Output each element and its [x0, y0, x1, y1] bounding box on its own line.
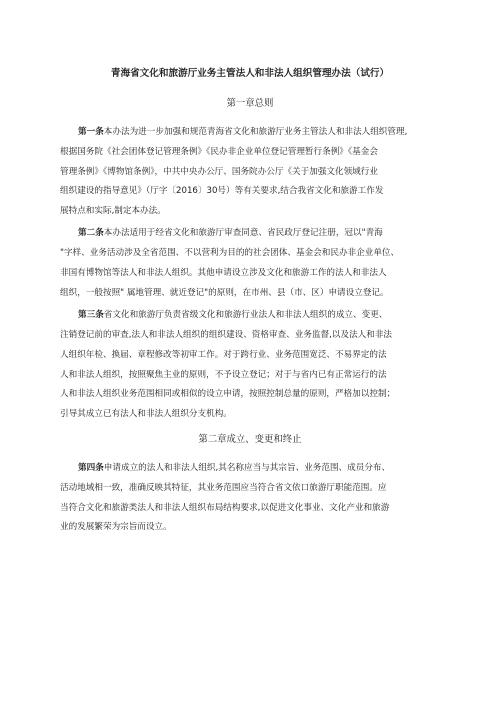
chapter-heading-2: 第二章成立、变更和终止: [198, 433, 302, 445]
article-text: 本办法适用于经省文化和旅游厅审查同意、省民政厅登记注册，冠以"青海: [103, 228, 383, 239]
article-1-line-5: 展特点和实际,制定本办法。: [60, 206, 166, 217]
article-2: [60, 224, 440, 303]
article-3: [60, 306, 440, 425]
article-label: 第四条: [78, 462, 104, 473]
article-text: 省文化和旅游厅负责省级文化和旅游行业法人和非法人组织的成立、变更、: [103, 310, 388, 321]
article-4-line-1: [60, 459, 440, 479]
article-2-line-3: 非国有博物馆等法人和非法人组织。其他申请设立涉及文化和旅游工作的法人和非法人: [60, 268, 387, 279]
article-1-line-3: 管理条例》《博物馆条例》，中共中央办公厅、国务院办公厅《关于加强文化领域行业: [60, 166, 378, 177]
article-3-line-5: 人和非法人组织业务范围相同或相似的设立申请，按照控制总量的原则，严格加以控制；: [60, 389, 396, 400]
article-4-line-2: 活动地域相一致，准确反映其特征，其业务范围应当符合省文依口旅游厅职能范围。应: [60, 482, 387, 493]
article-2-line-2: "字样、业务活动涉及全省范围、不以营利为目的的社会团体、基金会和民办非企业单位、: [60, 248, 400, 259]
article-label: 第三条: [78, 310, 104, 321]
article-2-line-4: 组织，一般按照" 属地管理、就近登记"的原则，在市州、县（市、区）申请设立登记。: [60, 287, 389, 298]
document-title: 青海省文化和旅游厅业务主管法人和非法人组织管理办法（试行）: [110, 68, 390, 79]
article-text: 申请成立的法人和非法人组织,其名称应当与其宗旨、业务范围、成员分布、: [103, 462, 391, 473]
chapter-heading-1: 第一章总则: [226, 98, 274, 109]
article-3-line-3: 人组织年检、换届、章程修改等初审工作。对于跨行业、业务范围宽泛、不易界定的法: [60, 349, 387, 360]
article-4: [60, 459, 440, 538]
article-3-line-6: 引导其成立已有法人和非法人组织分支机构。: [60, 409, 232, 420]
article-3-line-2: 注销登记前的审查,法人和非法人组织的组织建设、资格审查、业务监督,以及法人和非法: [60, 329, 393, 340]
article-4-line-4: 业的发展繁荣为宗旨而设立。: [60, 522, 172, 533]
article-text: 本办法为进一步加强和规范青海省文化和旅游厅业务主管法人和非法人组织管理,: [103, 127, 408, 137]
article-2-line-1: [60, 224, 440, 244]
article-1: [60, 123, 440, 222]
article-1-line-2: 根据国务院《社会团体登记管理条例》《民办非企业单位登记管理暂行条例》《基金会: [60, 146, 378, 157]
article-4-line-3: 当符合文化和旅游类法人和非法人组织布局结构要求,以促进文化事业、文化产业和旅游: [60, 502, 390, 513]
article-label: 第一条: [78, 127, 104, 137]
article-1-line-1: [60, 123, 440, 143]
article-label: 第二条: [78, 228, 104, 239]
article-3-line-1: [60, 306, 440, 326]
article-3-line-4: 人和非法人组织，按照聚焦主业的原则，不予设立登记；对于与省内已有正常运行的法: [60, 369, 387, 380]
article-1-line-4: 组织建设的指导意见》（厅字〔2016〕30号）等有关要求,结合我省文化和旅游工作发: [60, 186, 384, 197]
